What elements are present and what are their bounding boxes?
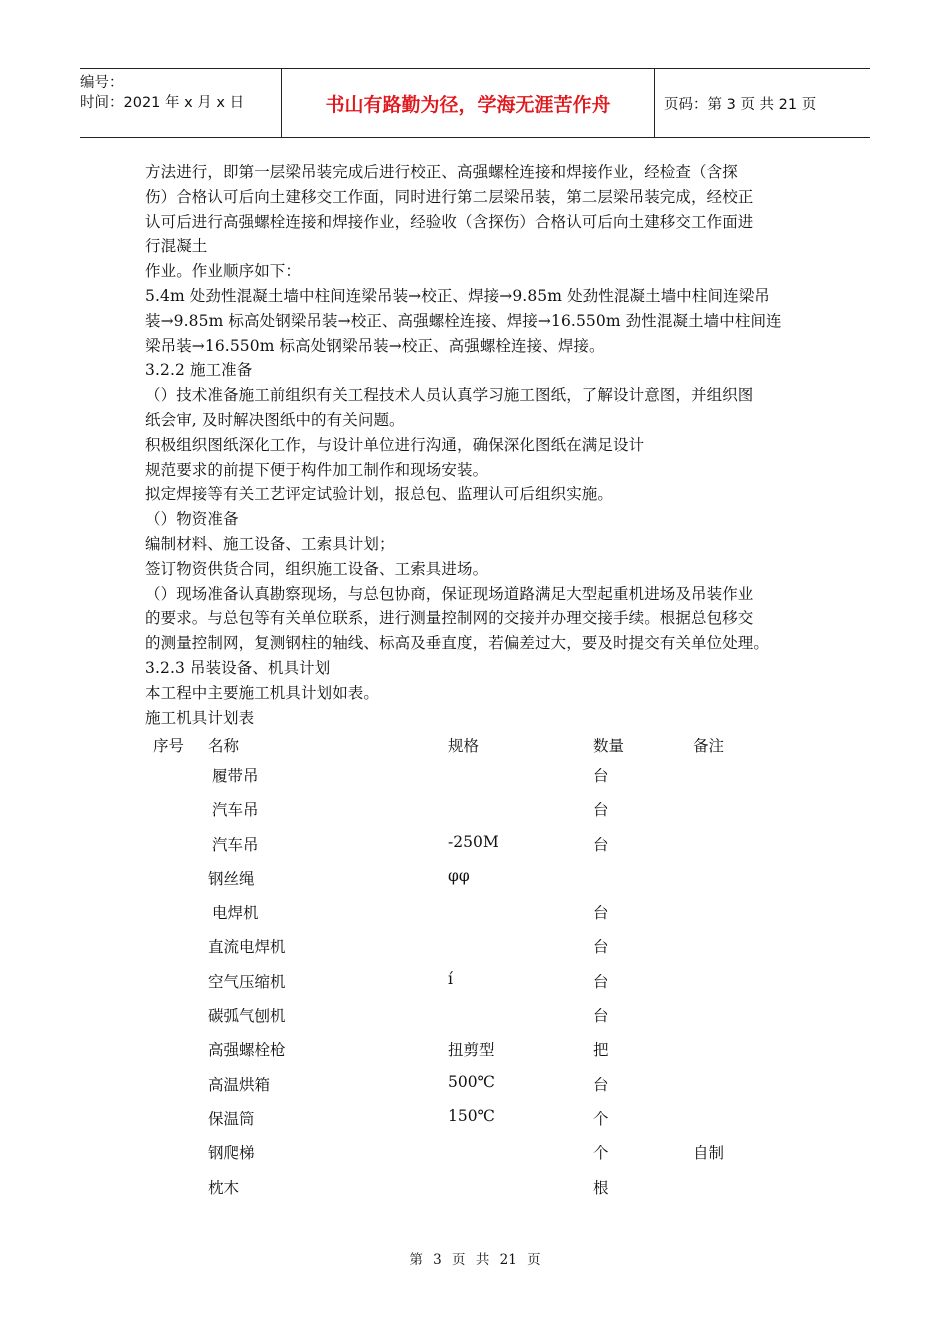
table-header-row <box>145 730 810 760</box>
table-row <box>145 863 810 897</box>
text-line: （）现场准备认真勘察现场，与总包协商，保证现场道路满足大型起重机进场及吊装作业 <box>145 584 754 603</box>
table-row <box>145 1172 810 1206</box>
footer-word-ye-2: 页 <box>527 1252 541 1268</box>
column-header-spec: 规格 <box>448 737 480 755</box>
text-line: 规范要求的前提下便于构件加工制作和现场安装。 <box>145 460 489 479</box>
table-row <box>145 931 810 965</box>
cell-name: 直流电焊机 <box>208 938 286 957</box>
cell-name: 电焊机 <box>212 904 259 923</box>
column-header-name: 名称 <box>208 737 240 755</box>
table-row <box>145 1137 810 1171</box>
column-header-index: 序号 <box>153 737 185 755</box>
cell-qty: 把 <box>593 1041 609 1060</box>
text-line: 拟定焊接等有关工艺评定试验计划，报总包、监理认可后组织实施。 <box>145 485 614 504</box>
cell-qty: 台 <box>593 972 609 991</box>
cell-spec: φφ <box>448 866 470 885</box>
cell-name: 高强螺栓枪 <box>208 1041 286 1060</box>
cell-name: 保温筒 <box>208 1109 255 1128</box>
cell-name: 枕木 <box>208 1178 240 1197</box>
section-heading: 3.2.2 施工准备 <box>145 361 253 380</box>
equipment-table <box>145 730 810 1206</box>
text-line: 认可后进行高强螺栓连接和焊接作业，经验收（含探伤）合格认可后向土建移交工作面进 <box>145 212 754 231</box>
cell-name: 空气压缩机 <box>208 972 286 991</box>
text-line: （）技术准备施工前组织有关工程技术人员认真学习施工图纸，了解设计意图，并组织图 <box>145 386 754 405</box>
text-line: 编制材料、施工设备、工索具计划； <box>145 534 395 553</box>
cell-qty: 个 <box>593 1109 609 1128</box>
table-row <box>145 1034 810 1068</box>
cell-name: 碳弧气刨机 <box>208 1007 286 1026</box>
cell-spec: -250M <box>448 832 499 851</box>
footer-page-total: 21 <box>499 1252 517 1268</box>
cell-name: 履带吊 <box>212 767 259 785</box>
section-heading: 3.2.3 吊装设备、机具计划 <box>145 658 331 677</box>
text-line: 纸会审, 及时解决图纸中的有关问题。 <box>145 410 405 429</box>
table-row <box>145 760 810 794</box>
text-line: 本工程中主要施工机具计划如表。 <box>145 683 380 702</box>
cell-qty: 台 <box>593 904 609 923</box>
column-header-qty: 数量 <box>593 737 625 755</box>
text-line: 的要求。与总包等有关单位联系，进行测量控制网的交接并办理交接手续。根据总包移交 <box>145 609 754 628</box>
cell-name: 钢丝绳 <box>208 869 255 888</box>
cell-spec: 150℃ <box>448 1106 495 1125</box>
table-caption: 施工机具计划表 <box>145 708 255 727</box>
cell-note: 自制 <box>693 1144 725 1163</box>
cell-spec: 扭剪型 <box>448 1041 495 1060</box>
cell-qty: 台 <box>593 835 609 854</box>
cell-qty: 根 <box>593 1178 609 1197</box>
text-line: 伤）合格认可后向土建移交工作面，同时进行第二层梁吊装，第二层梁吊装完成，经校正 <box>145 187 754 206</box>
cell-name: 高温烘箱 <box>208 1075 271 1094</box>
text-line: 5.4m 处劲性混凝土墙中柱间连梁吊装→校正、焊接→9.85m 处劲性混凝土墙中柱间连梁吊 <box>145 286 770 305</box>
table-row <box>145 794 810 828</box>
table-row <box>145 1069 810 1103</box>
cell-qty: 台 <box>593 938 609 957</box>
footer-word-di: 第 <box>409 1252 423 1268</box>
table-row <box>145 897 810 931</box>
footer-page-current: 3 <box>433 1252 442 1268</box>
cell-name: 钢爬梯 <box>208 1144 255 1163</box>
header-meta <box>80 69 280 141</box>
cell-spec: í <box>448 969 453 988</box>
column-header-note: 备注 <box>693 737 725 755</box>
header-motto: 书山有路勤为径，学海无涯苦作舟 <box>281 69 655 137</box>
cell-qty: 台 <box>593 767 609 785</box>
cell-qty: 个 <box>593 1144 609 1163</box>
footer-word-ye: 页 <box>452 1252 466 1268</box>
cell-qty: 台 <box>593 1007 609 1026</box>
text-line: 作业。作业顺序如下： <box>145 262 302 281</box>
body-text <box>145 160 810 730</box>
text-line: 梁吊装→16.550m 标高处钢梁吊装→校正、高强螺栓连接、焊接。 <box>145 336 605 355</box>
text-line: 的测量控制网，复测钢柱的轴线、标高及垂直度，若偏差过大，要及时提交有关单位处理。 <box>145 634 770 653</box>
text-line: 行混凝土 <box>145 237 208 256</box>
cell-spec: 500℃ <box>448 1072 495 1091</box>
table-row <box>145 829 810 863</box>
text-line: （）物资准备 <box>145 510 239 529</box>
text-line: 方法进行，即第一层梁吊装完成后进行校正、高强螺栓连接和焊接作业，经检查（含探 <box>145 163 738 181</box>
cell-name: 汽车吊 <box>212 801 259 820</box>
page-footer <box>0 1248 950 1268</box>
cell-name: 汽车吊 <box>212 835 259 854</box>
table-row <box>145 1000 810 1034</box>
text-line: 积极组织图纸深化工作，与设计单位进行沟通，确保深化图纸在满足设计 <box>145 435 645 454</box>
table-row <box>145 966 810 1000</box>
page-header <box>80 68 870 138</box>
document-number-label: 编号： <box>80 75 124 91</box>
document-date: 时间：2021 年 x 月 x 日 <box>80 95 245 111</box>
text-line: 装→9.85m 标高处钢梁吊装→校正、高强螺栓连接、焊接→16.550m 劲性混凝土墙中柱间连 <box>145 311 782 330</box>
table-row <box>145 1103 810 1137</box>
header-page-number: 页码：第 3 页 共 21 页 <box>664 96 817 113</box>
cell-qty: 台 <box>593 1075 609 1094</box>
footer-word-gong: 共 <box>475 1252 490 1268</box>
text-line: 签订物资供货合同，组织施工设备、工索具进场。 <box>145 559 489 578</box>
cell-qty: 台 <box>593 801 609 820</box>
